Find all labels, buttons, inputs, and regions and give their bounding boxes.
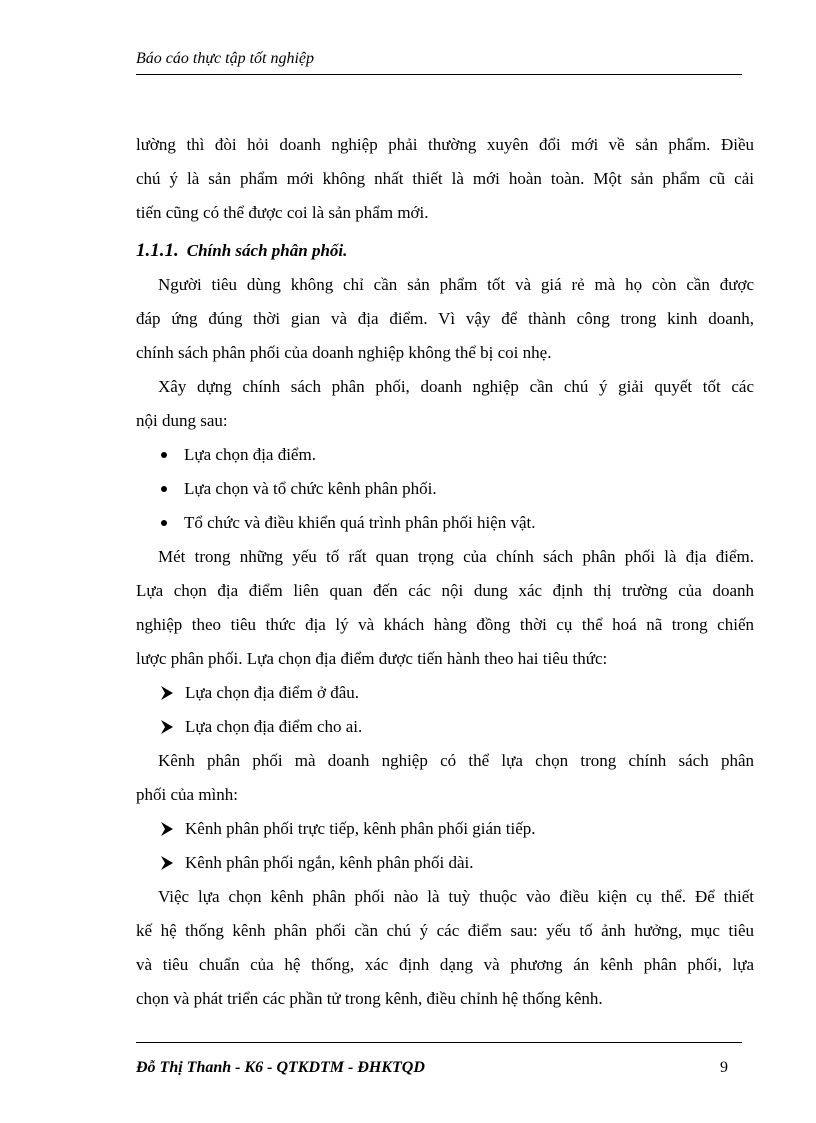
arrow-bullet-icon <box>161 686 173 700</box>
bullet-icon <box>161 452 167 458</box>
list-item-text: Lựa chọn và tổ chức kênh phân phối. <box>184 479 437 498</box>
page-body <box>136 128 754 1016</box>
text-line: Người tiêu dùng không chỉ cần sản phẩm tốt và giá rẻ mà họ còn cần được <box>158 275 754 294</box>
list-item-text: Kênh phân phối trực tiếp, kênh phân phối gián tiếp. <box>185 819 536 838</box>
text-line: nội dung sau: <box>136 411 228 430</box>
bullet-icon <box>161 486 167 492</box>
list-item-text: Kênh phân phối ngắn, kênh phân phối dài. <box>185 853 474 872</box>
list-item-text: Lựa chọn địa điểm. <box>184 445 316 464</box>
text-line: Việc lựa chọn kênh phân phối nào là tuỳ thuộc vào điều kiện cụ thể. Để thiết <box>158 887 754 906</box>
section-number: 1.1.1. <box>136 240 179 261</box>
paragraph-3 <box>136 370 754 438</box>
list-item <box>136 506 754 540</box>
text-line: lược phân phối. Lựa chọn địa điểm được tiến hành theo hai tiêu thức: <box>136 649 608 668</box>
text-line: tiến cũng có thể được coi là sản phẩm mới. <box>136 203 429 222</box>
text-line: chọn và phát triển các phần tử trong kênh, điều chỉnh hệ thống kênh. <box>136 989 603 1008</box>
text-line: Mét trong những yếu tố rất quan trọng của chính sách phân phối là địa điểm. <box>158 547 754 566</box>
text-line: Kênh phân phối mà doanh nghiệp có thể lựa chọn trong chính sách phân <box>158 751 754 770</box>
page-header <box>136 48 742 75</box>
list-item <box>136 812 754 846</box>
bullet-list <box>136 438 754 540</box>
arrow-bullet-icon <box>161 822 173 836</box>
text-line: và tiêu chuẩn của hệ thống, xác định dạng và phương án kênh phân phối, lựa <box>136 955 754 974</box>
paragraph-4 <box>136 540 754 676</box>
text-line: Lựa chọn địa điểm liên quan đến các nội dung xác định thị trường của doanh <box>136 581 754 600</box>
list-item <box>136 438 754 472</box>
paragraph-2 <box>136 268 754 370</box>
list-item <box>136 472 754 506</box>
list-item <box>136 710 754 744</box>
header-title: Báo cáo thực tập tốt nghiệp <box>136 50 315 67</box>
paragraph-6 <box>136 880 754 1016</box>
section-heading <box>136 234 754 268</box>
paragraph-1 <box>136 128 754 230</box>
list-item-text: Tổ chức và điều khiển quá trình phân phối hiện vật. <box>184 513 536 532</box>
page-footer <box>136 1042 742 1087</box>
text-line: phối của mình: <box>136 785 238 804</box>
bullet-icon <box>161 520 167 526</box>
text-line: lường thì đòi hỏi doanh nghiệp phải thường xuyên đổi mới về sản phẩm. Điều <box>136 135 754 154</box>
list-item <box>136 846 754 880</box>
text-line: Xây dựng chính sách phân phối, doanh nghiệp cần chú ý giải quyết tốt các <box>158 377 754 396</box>
arrow-list <box>136 676 754 744</box>
list-item-text: Lựa chọn địa điểm ở đâu. <box>185 683 359 702</box>
paragraph-5 <box>136 744 754 812</box>
text-line: đáp ứng đúng thời gian và địa điểm. Vì vậy để thành công trong kinh doanh, <box>136 309 754 328</box>
page-number: 9 <box>720 1059 728 1076</box>
section-title: Chính sách phân phối. <box>186 241 348 260</box>
arrow-list <box>136 812 754 880</box>
text-line: chú ý là sản phẩm mới không nhất thiết là mới hoàn toàn. Một sản phẩm cũ cải <box>136 169 754 188</box>
text-line: nghiệp theo tiêu thức địa lý và khách hàng đồng thời cụ thể hoá nã trong chiến <box>136 615 754 634</box>
list-item <box>136 676 754 710</box>
arrow-bullet-icon <box>161 720 173 734</box>
arrow-bullet-icon <box>161 856 173 870</box>
text-line: chính sách phân phối của doanh nghiệp không thể bị coi nhẹ. <box>136 343 552 362</box>
footer-author: Đỗ Thị Thanh - K6 - QTKDTM - ĐHKTQD <box>136 1059 425 1076</box>
list-item-text: Lựa chọn địa điểm cho ai. <box>185 717 363 736</box>
text-line: kế hệ thống kênh phân phối cần chú ý các điểm sau: yếu tố ảnh hưởng, mục tiêu <box>136 921 754 940</box>
